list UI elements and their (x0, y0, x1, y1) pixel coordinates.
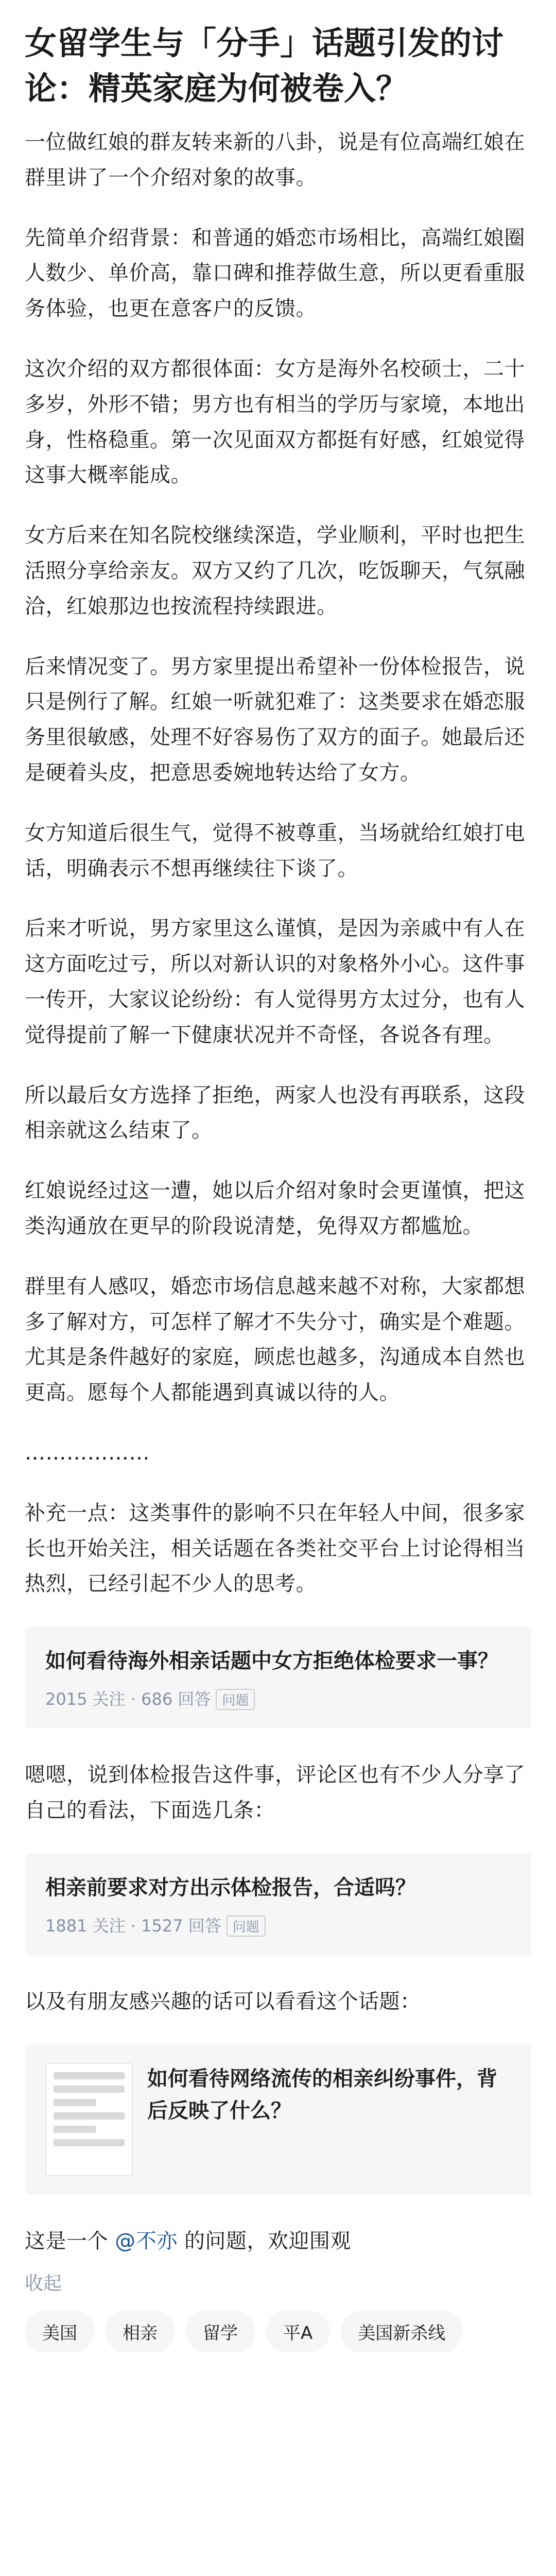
question-meta: 1881 关注 · 1527 回答 问题 (45, 1913, 511, 1937)
topic-tag[interactable]: 留学 (185, 2311, 255, 2352)
article-title[interactable]: 如何看待网络流传的相亲纠纷事件，背后反映了什么？ (147, 2066, 497, 2123)
topic-tags (25, 2311, 531, 2352)
paragraph: 以及有朋友感兴趣的话可以看看这个话题： (25, 1989, 421, 2013)
paragraph: 嗯嗯，说到体检报告这件事，评论区也有不少人分享了自己的看法，下面选几条： (25, 1763, 525, 1822)
collapse-link[interactable]: 收起 (25, 2273, 62, 2295)
paragraph: ……………… (25, 1440, 150, 1465)
page-title: 女留学生与「分手」话题引发的讨论：精英家庭为何被卷入？ (25, 24, 504, 108)
paragraph: 这次介绍的双方都很体面：女方是海外名校硕士，二十多岁，外形不错；男方也有相当的学历与家境，本地出身，性格稳重。第一次见面双方都挺有好感，红娘觉得这事大概率能成。 (25, 357, 525, 487)
topic-tag[interactable]: 平A (266, 2311, 330, 2352)
article-thumbnail (45, 2063, 133, 2176)
paragraph: 群里有人感叹，婚恋市场信息越来越不对称，大家都想多了解对方，可怎样了解才不失分寸，确实是个难题。尤其是条件越好的家庭，顾虑也越多，沟通成本自然也更高。愿每个人都能遇到真诚以待的人。 (25, 1274, 525, 1405)
paragraph: 所以最后女方选择了拒绝，两家人也没有再联系，这段相亲就这么结束了。 (25, 1083, 525, 1143)
question-chip: 问题 (216, 1689, 255, 1710)
paragraph: 后来情况变了。男方家里提出希望补一份体检报告，说只是例行了解。红娘一听就犯难了：这类要求在婚恋服务里很敏感，处理不好容易伤了双方的面子。她最后还是硬着头皮，把意思委婉地转达给了女方。 (25, 654, 525, 785)
footer-note: 这是一个 @不亦 的问题，欢迎围观 (25, 2229, 351, 2253)
question-title[interactable]: 如何看待海外相亲话题中女方拒绝体检要求一事？ (45, 1649, 498, 1673)
topic-tag[interactable]: 美国 (25, 2311, 95, 2352)
topic-tag[interactable]: 美国新杀线 (340, 2311, 463, 2352)
question-chip: 问题 (227, 1916, 266, 1937)
linked-question-card[interactable] (25, 1853, 531, 1955)
paragraph: 红娘说经过这一遭，她以后介绍对象时会更谨慎，把这类沟通放在更早的阶段说清楚，免得双方都尴尬。 (25, 1179, 525, 1238)
paragraph: 先简单介绍背景：和普通的婚恋市场相比，高端红娘圈人数少、单价高，靠口碑和推荐做生意，所以更看重服务体验，也更在意客户的反馈。 (25, 226, 525, 321)
paragraph: 后来才听说，男方家里这么谨慎，是因为亲戚中有人在这方面吃过亏，所以对新认识的对象格外小心。这件事一传开，大家议论纷纷：有人觉得男方太过分，也有人觉得提前了解一下健康状况并不奇怪，各说各有理。 (25, 917, 525, 1047)
author-mention[interactable]: @不亦 (115, 2229, 178, 2253)
topic-tag[interactable]: 相亲 (105, 2311, 175, 2352)
linked-question-card[interactable] (25, 1626, 531, 1728)
paragraph: 女方后来在知名院校继续深造，学业顺利，平时也把生活照分享给亲友。双方又约了几次，吃饭聊天，气氛融洽，红娘那边也按流程持续跟进。 (25, 523, 525, 618)
paragraph: 一位做红娘的群友转来新的八卦，说是有位高端红娘在群里讲了一个介绍对象的故事。 (25, 130, 525, 190)
question-title[interactable]: 相亲前要求对方出示体检报告，合适吗？ (45, 1875, 416, 1900)
paragraph: 补充一点：这类事件的影响不只在年轻人中间，很多家长也开始关注，相关话题在各类社交平台上讨论得相当热烈，已经引起不少人的思考。 (25, 1501, 525, 1596)
linked-article-card[interactable] (25, 2044, 531, 2195)
paragraph: 女方知道后很生气，觉得不被尊重，当场就给红娘打电话，明确表示不想再继续往下谈了。 (25, 821, 525, 880)
question-meta: 2015 关注 · 686 回答 问题 (45, 1686, 511, 1710)
